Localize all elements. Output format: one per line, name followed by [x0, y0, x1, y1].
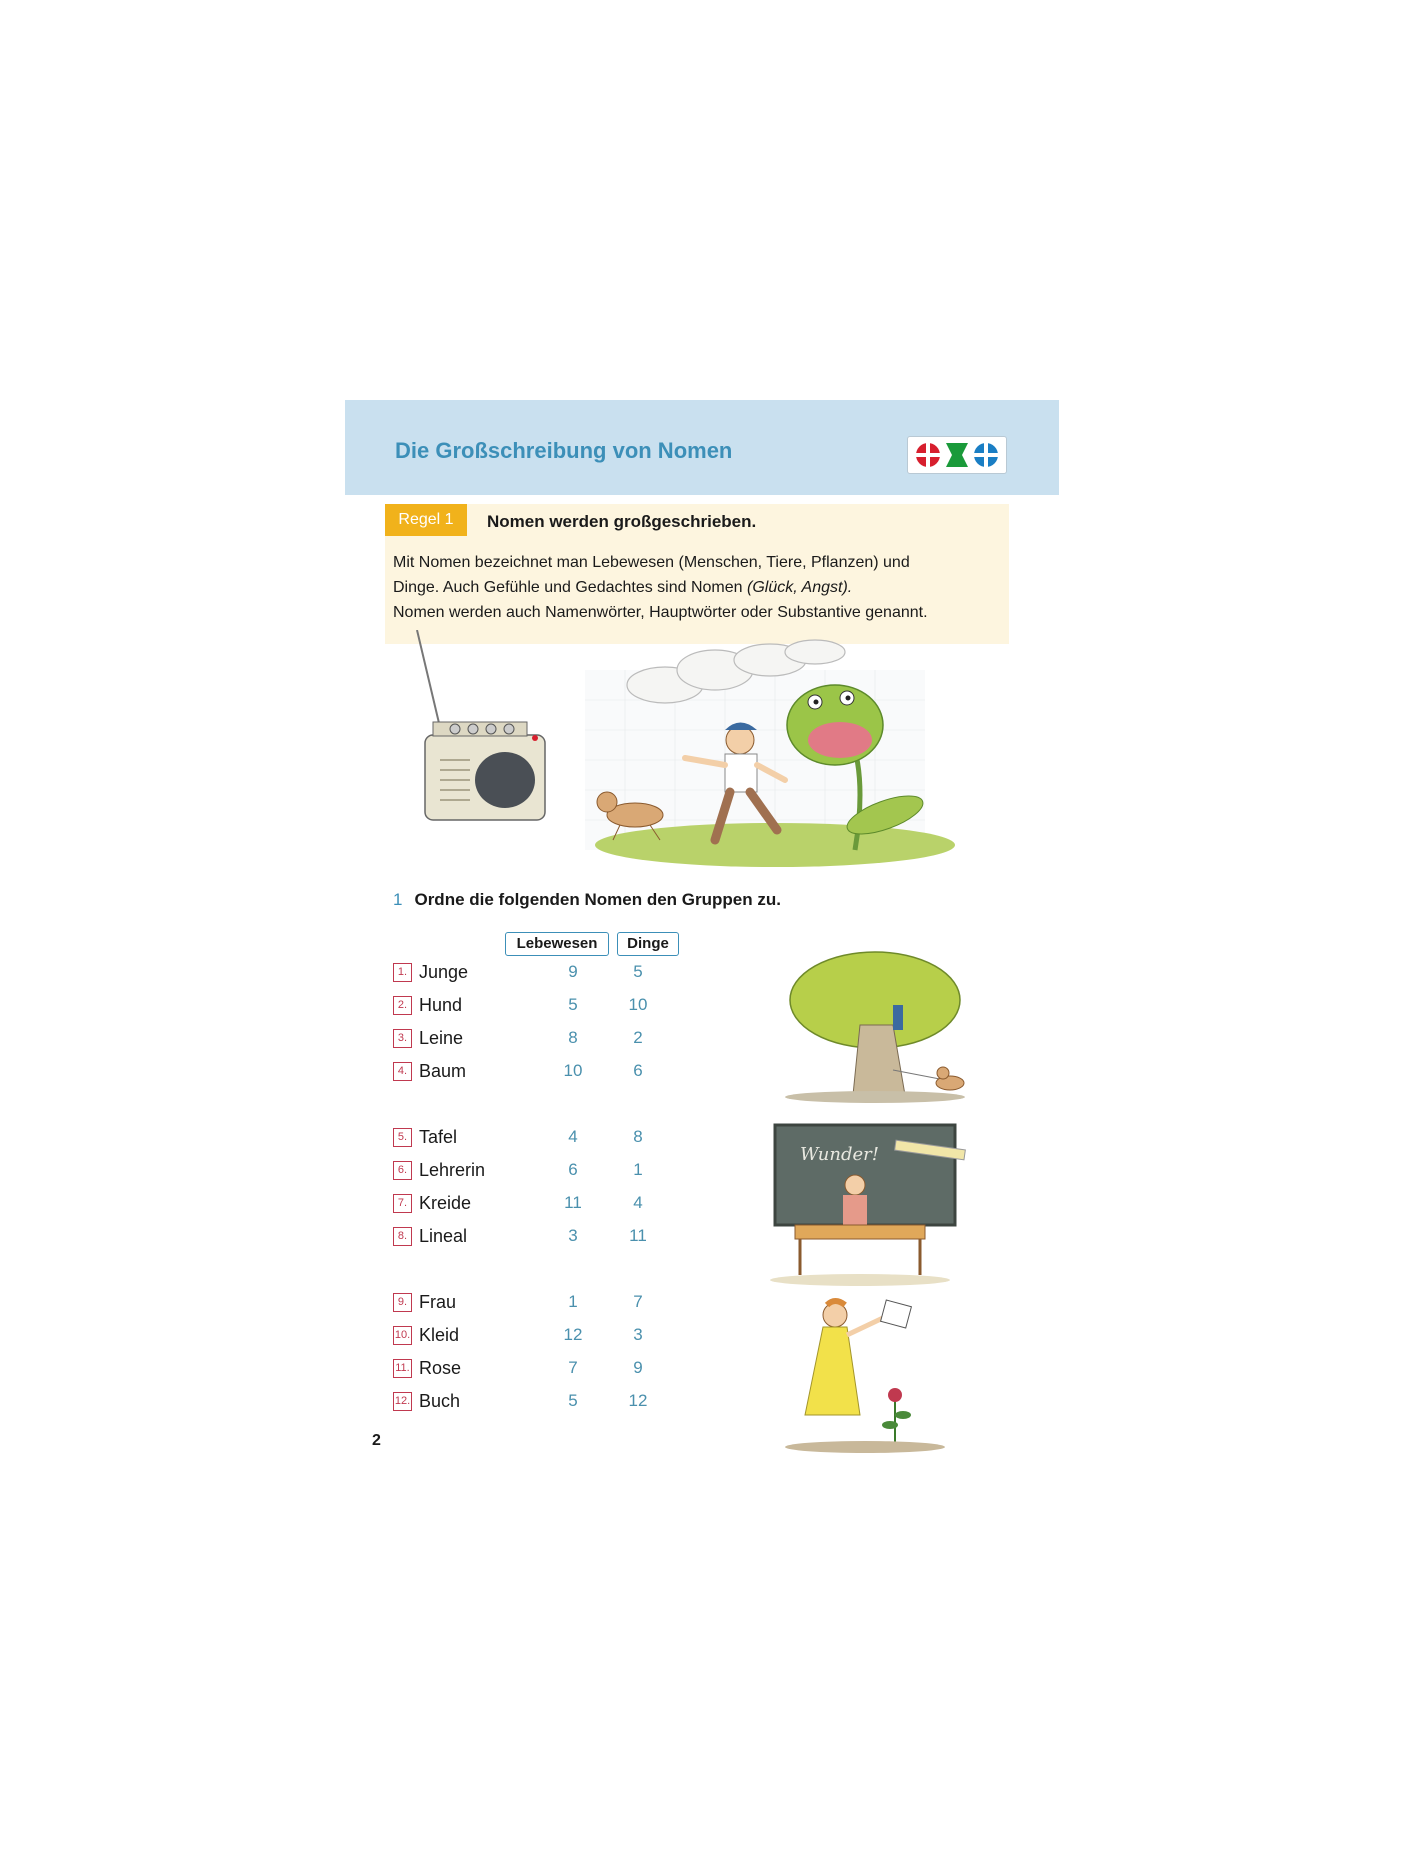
page-title: Die Großschreibung von Nomen	[395, 438, 733, 463]
item-word: Frau	[419, 1292, 457, 1312]
lebewesen-value: 6	[568, 1160, 578, 1179]
dinge-value: 2	[633, 1028, 643, 1047]
lebewesen-value: 10	[563, 1061, 583, 1080]
dinge-value: 8	[633, 1127, 643, 1146]
lebewesen-value: 11	[564, 1193, 582, 1212]
lebewesen-value: 8	[568, 1028, 578, 1047]
item-number: 1.	[393, 963, 412, 982]
dinge-value: 7	[633, 1292, 643, 1311]
list-item	[393, 1191, 693, 1219]
lebewesen-value: 1	[568, 1292, 578, 1311]
classroom-illustration	[755, 1115, 985, 1290]
item-word: Buch	[419, 1391, 461, 1411]
dinge-value: 5	[633, 962, 643, 981]
rule-line-3: Nomen werden auch Namenwörter, Hauptwörter oder Substantive genannt.	[393, 604, 928, 621]
item-number: 2.	[393, 996, 412, 1015]
dinge-value: 1	[633, 1160, 643, 1179]
exercise-instruction	[393, 890, 781, 910]
item-number: 7.	[393, 1194, 412, 1213]
rule-line-2-text: Dinge. Auch Gefühle und Gedachtes sind Nomen	[393, 579, 747, 596]
item-number: 8.	[393, 1227, 412, 1246]
dinge-value: 3	[633, 1325, 643, 1344]
lebewesen-value: 5	[568, 1391, 578, 1410]
chalkboard-text: Wunder!	[800, 1144, 879, 1165]
column-header-lebewesen: Lebewesen	[505, 932, 609, 956]
lebewesen-value: 5	[568, 995, 578, 1014]
item-number: 11.	[393, 1359, 412, 1378]
item-number: 10.	[393, 1326, 412, 1345]
item-number: 12.	[393, 1392, 412, 1411]
exercise-text: Ordne die folgenden Nomen den Gruppen zu.	[414, 890, 781, 909]
list-item	[393, 1026, 693, 1054]
dinge-value: 9	[633, 1358, 643, 1377]
item-word: Lehrerin	[419, 1160, 486, 1180]
list-item	[393, 993, 693, 1021]
woman-rose-illustration	[765, 1295, 965, 1455]
item-word: Lineal	[419, 1226, 468, 1246]
item-number: 6.	[393, 1161, 412, 1180]
lebewesen-value: 7	[568, 1358, 578, 1377]
page-number: 2	[372, 1432, 381, 1449]
list-item	[393, 1059, 693, 1087]
list-item	[393, 1389, 693, 1417]
rule-line-1: Mit Nomen bezeichnet man Lebewesen (Menschen, Tiere, Pflanzen) und	[393, 554, 910, 571]
item-word: Baum	[419, 1061, 467, 1081]
dinge-value: 4	[633, 1193, 643, 1212]
list-item	[393, 1356, 693, 1384]
item-word: Hund	[419, 995, 463, 1015]
list-item	[393, 1158, 693, 1186]
page-header	[345, 400, 1059, 495]
radio-icon	[417, 630, 545, 820]
dinge-value: 11	[629, 1226, 647, 1245]
list-item	[393, 1290, 693, 1318]
rule-badge: Regel 1	[385, 504, 467, 536]
publisher-logo	[907, 436, 1007, 474]
lebewesen-value: 9	[568, 962, 578, 981]
item-word: Junge	[419, 962, 469, 982]
list-item	[393, 1125, 693, 1153]
rule-line-2-examples: (Glück, Angst).	[747, 579, 853, 596]
rule-line-2	[393, 575, 1003, 600]
column-header-dinge: Dinge	[617, 932, 679, 956]
list-item	[393, 1323, 693, 1351]
exercise-number: 1	[393, 890, 403, 909]
tree-illustration	[765, 945, 985, 1105]
dinge-value: 6	[633, 1061, 643, 1080]
workbook-page	[345, 400, 1059, 1460]
item-number: 5.	[393, 1128, 412, 1147]
list-item	[393, 960, 693, 988]
lebewesen-value: 3	[568, 1226, 578, 1245]
item-word: Leine	[419, 1028, 464, 1048]
scene-illustration	[385, 630, 1005, 880]
dinge-value: 12	[628, 1391, 648, 1410]
item-number: 4.	[393, 1062, 412, 1081]
item-word: Kreide	[419, 1193, 472, 1213]
rule-title: Nomen werden großgeschrieben.	[487, 512, 757, 531]
lebewesen-value: 4	[568, 1127, 578, 1146]
item-word: Kleid	[419, 1325, 460, 1345]
lebewesen-value: 12	[563, 1325, 583, 1344]
dinge-value: 10	[628, 995, 648, 1014]
item-word: Tafel	[419, 1127, 458, 1147]
rule-text	[393, 550, 1003, 625]
item-number: 9.	[393, 1293, 412, 1312]
list-item	[393, 1224, 693, 1252]
item-number: 3.	[393, 1029, 412, 1048]
item-word: Rose	[419, 1358, 462, 1378]
